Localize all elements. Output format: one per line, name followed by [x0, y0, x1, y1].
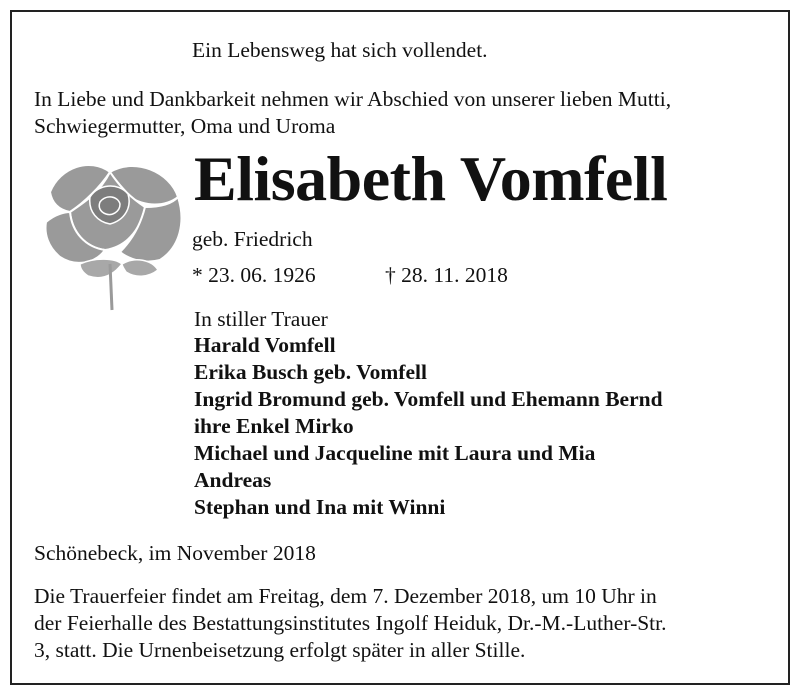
mourner-name: ihre Enkel Mirko — [194, 414, 354, 438]
mourner-name: Andreas — [194, 468, 272, 492]
mourner-name: Michael und Jacqueline mit Laura und Mia — [194, 441, 596, 465]
service-line-1: Die Trauerfeier findet am Freitag, dem 7. Dezember 2018, um 10 Uhr in — [34, 584, 657, 608]
mourners-heading: In stiller Trauer — [194, 307, 328, 331]
deceased-name: Elisabeth Vomfell — [194, 143, 668, 214]
rose-icon — [40, 152, 186, 312]
death-date: † 28. 11. 2018 — [385, 263, 508, 287]
mourner-name: Erika Busch geb. Vomfell — [194, 360, 427, 384]
service-line-3: 3, statt. Die Urnenbeisetzung erfolgt später in aller Stille. — [34, 638, 526, 662]
mourner-name: Harald Vomfell — [194, 333, 336, 357]
service-line-2: der Feierhalle des Bestattungsinstitutes Ingolf Heiduk, Dr.-M.-Luther-Str. — [34, 611, 667, 635]
obituary-notice — [10, 10, 790, 685]
farewell-line-1: In Liebe und Dankbarkeit nehmen wir Abschied von unserer lieben Mutti, — [34, 87, 672, 111]
mourner-name: Ingrid Bromund geb. Vomfell und Ehemann Bernd — [194, 387, 663, 411]
farewell-line-2: Schwiegermutter, Oma und Uroma — [34, 114, 336, 138]
intro-text: Ein Lebensweg hat sich vollendet. — [192, 38, 488, 62]
maiden-name: geb. Friedrich — [192, 227, 313, 251]
birth-date: * 23. 06. 1926 — [192, 263, 316, 287]
mourner-name: Stephan und Ina mit Winni — [194, 495, 446, 519]
place-date: Schönebeck, im November 2018 — [34, 541, 316, 565]
